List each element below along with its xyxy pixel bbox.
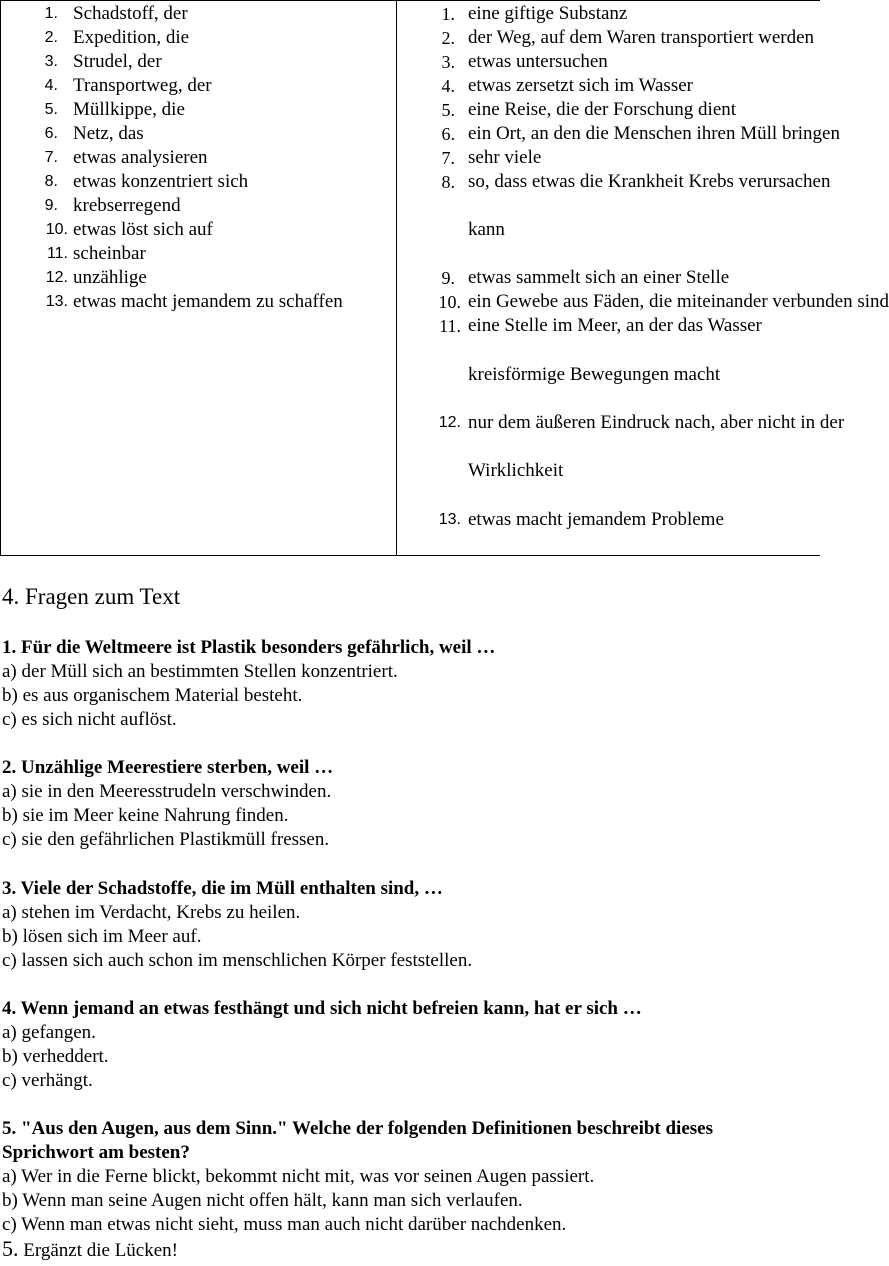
question: 1. Für die Weltmeere ist Plastik besonders gefährlich, weil … — [2, 637, 496, 658]
left-term: Strudel, der — [73, 51, 162, 72]
left-term: etwas analysieren — [73, 147, 208, 168]
right-definition: so, dass etwas die Krankheit Krebs verursachen — [468, 171, 831, 192]
answer-option: a) gefangen. — [2, 1022, 96, 1043]
answer-option: a) der Müll sich an bestimmten Stellen konzentriert. — [2, 661, 398, 682]
right-definition: eine Reise, die der Forschung dient — [468, 99, 737, 120]
right-definition: etwas sammelt sich an einer Stelle — [468, 267, 730, 288]
left-term: scheinbar — [73, 243, 146, 264]
answer-option: c) sie den gefährlichen Plastikmüll fressen. — [2, 829, 330, 850]
right-definition: etwas untersuchen — [468, 51, 608, 72]
right-num: 4. — [441, 76, 455, 96]
right-definition: etwas zersetzt sich im Wasser — [468, 75, 693, 96]
answer-option: c) Wenn man etwas nicht sieht, muss man auch nicht darüber nachdenken. — [2, 1214, 567, 1235]
answer-option: c) es sich nicht auflöst. — [2, 709, 177, 730]
right-definition: der Weg, auf dem Waren transportiert werden — [468, 27, 815, 48]
answer-option: a) stehen im Verdacht, Krebs zu heilen. — [2, 902, 301, 923]
left-num: 2. — [44, 29, 58, 46]
question-continued: Sprichwort am besten? — [2, 1142, 190, 1163]
section5-heading — [2, 1236, 178, 1265]
left-num: 13. — [45, 293, 68, 310]
left-num: 5. — [44, 101, 58, 118]
left-term: krebserregend — [73, 195, 181, 216]
question: 5. "Aus den Augen, aus dem Sinn." Welche der folgenden Definitionen beschreibt dieses — [2, 1118, 713, 1139]
left-term: etwas macht jemandem zu schaffen — [73, 291, 343, 312]
left-num: 4. — [44, 77, 58, 94]
right-num: 7. — [441, 148, 455, 168]
left-term: etwas konzentriert sich — [73, 171, 249, 192]
right-definition-continued: kann — [468, 219, 505, 240]
answer-option: a) Wer in die Ferne blickt, bekommt nicht mit, was vor seinen Augen passiert. — [2, 1166, 595, 1187]
right-definition: nur dem äußeren Eindruck nach, aber nicht in der — [468, 412, 845, 433]
question: 2. Unzählige Meerestiere sterben, weil … — [2, 757, 334, 778]
right-column — [397, 0, 889, 556]
right-num: 11. — [439, 316, 461, 336]
right-definition: sehr viele — [468, 147, 542, 168]
left-num: 6. — [44, 125, 58, 142]
left-term: Transportweg, der — [73, 75, 212, 96]
right-definition-continued: Wirklichkeit — [468, 460, 564, 481]
right-num: 9. — [441, 268, 455, 288]
answer-option: b) lösen sich im Meer auf. — [2, 926, 202, 947]
right-definition-continued: kreisförmige Bewegungen macht — [468, 364, 721, 385]
question: 3. Viele der Schadstoffe, die im Müll enthalten sind, … — [2, 878, 443, 899]
left-num: 10. — [45, 221, 68, 238]
left-term: Schadstoff, der — [73, 3, 188, 24]
right-num: 3. — [441, 52, 455, 72]
left-term: unzählige — [73, 267, 147, 288]
left-term: etwas löst sich auf — [73, 219, 213, 240]
answer-option: b) es aus organischem Material besteht. — [2, 685, 303, 706]
left-num: 11. — [46, 245, 68, 262]
answer-option: b) verheddert. — [2, 1046, 109, 1067]
left-num: 7. — [44, 149, 58, 166]
right-definition: etwas macht jemandem Probleme — [468, 509, 724, 530]
right-definition: ein Gewebe aus Fäden, die miteinander verbunden sind — [468, 291, 889, 312]
left-num: 9. — [44, 197, 58, 214]
right-num: 12. — [438, 414, 461, 431]
answer-option: b) Wenn man seine Augen nicht offen hält, kann man sich verlaufen. — [2, 1190, 523, 1211]
left-num: 3. — [44, 53, 58, 70]
right-num: 8. — [441, 172, 455, 192]
right-num: 10. — [438, 292, 461, 312]
left-term: Netz, das — [73, 123, 144, 144]
answer-option: c) verhängt. — [2, 1070, 93, 1091]
left-num: 1. — [44, 5, 58, 22]
answer-option: c) lassen sich auch schon im menschlichen Körper feststellen. — [2, 950, 473, 971]
left-term: Müllkippe, die — [73, 99, 185, 120]
right-num: 13. — [438, 511, 461, 528]
answer-option: b) sie im Meer keine Nahrung finden. — [2, 805, 289, 826]
right-num: 5. — [441, 100, 455, 120]
right-num: 1. — [441, 4, 455, 24]
left-num: 8. — [44, 173, 58, 190]
left-term: Expedition, die — [73, 27, 190, 48]
section5-number: 5. — [2, 1236, 19, 1261]
right-num: 2. — [441, 28, 455, 48]
right-num: 6. — [441, 124, 455, 144]
right-definition: ein Ort, an den die Menschen ihren Müll bringen — [468, 123, 840, 144]
right-definition: eine Stelle im Meer, an der das Wasser — [468, 315, 762, 336]
right-definition: eine giftige Substanz — [468, 3, 628, 24]
left-num: 12. — [45, 269, 68, 286]
answer-option: a) sie in den Meeresstrudeln verschwinden. — [2, 781, 332, 802]
question: 4. Wenn jemand an etwas festhängt und sich nicht befreien kann, hat er sich … — [2, 998, 642, 1019]
section5-title: Ergänzt die Lücken! — [18, 1240, 178, 1261]
section-heading: 4. Fragen zum Text — [2, 584, 181, 609]
